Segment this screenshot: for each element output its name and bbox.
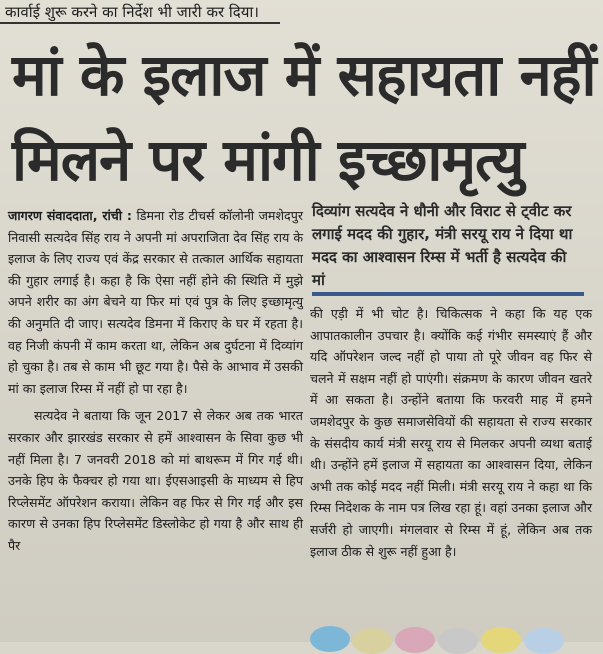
color-spot-decoration (524, 628, 564, 654)
color-spot-decoration (352, 628, 392, 654)
left-paragraph-2: सत्यदेव ने बताया कि जून 2017 से लेकर अब तक भारत सरकार और झारखंड सरकार से हमें आश्वासन के सिवा कुछ भी नहीं मिला है। 7 जनवरी 2018 को मां बाथरूम में गिर गई थी। उनके हिप के फैक्चर हो गया था। ईएसआइसी के माध्यम से हिप रिप्लेसमेंट ऑपरेशन कराया। लेकिन वह फिर से गिर गई और इस कारण से उनका हिप रिप्लेसमेंट डिस्लोकेट हो गया है और साथ ही पैर (8, 408, 303, 553)
previous-article-text: कार्वाई शुरू करने का निर्देश भी जारी कर दिया। (5, 3, 259, 21)
subheading-divider (312, 292, 584, 296)
subheading: दिव्यांग सत्यदेव ने धौनी और विराट से ट्वीट कर लगाई मदद की गुहार, मंत्री सरयू राय ने दिया था मदद का आश्वासन रिम्स में भर्ती है सत्यदेव की मां (312, 202, 573, 289)
left-column (8, 205, 303, 557)
left-paragraph-1 (8, 205, 303, 399)
headline-line-2: मिलने पर मांगी इच्छामृत्यु (12, 126, 524, 194)
top-divider (0, 22, 280, 24)
color-spot-decoration (481, 627, 521, 653)
left-paragraph-1-text: डिमना रोड टीचर्स कॉलोनी जमशेदपुर निवासी सत्यदेव सिंह राय ने अपनी मां अपराजिता देव सिंह राय के इलाज के लिए राज्य एवं केंद्र सरकार से तत्काल आर्थिक सहायता की गुहार लगाई है। कहा है कि ऐसा नहीं होने की स्थिति में मुझे अपने शरीर का अंग बेचने या फिर मां एवं पुत्र के लिए इच्छामृत्यु की अनुमति दी जाए। सत्यदेव डिमना में किराए के घर में रहता है। वह निजी कंपनी में काम करता था, लेकिन अब दुर्घटना में दिव्यांग हो चुका है। तब से काम भी छूट गया है। पैसे के आभाव में उसकी मां का इलाज रिम्स में नहीं हो पा रहा है। (8, 208, 304, 396)
right-paragraph: की एड़ी में भी चोट है। चिकित्सक ने कहा कि यह एक आपातकालीन उपचार है। क्योंकि कई गंभीर समस्याएं हैं और यदि ऑपरेशन जल्द नहीं हो पाया तो पूरे जीवन वह फिर से चलने में सक्षम नहीं हो पाएंगी। संक्रमण के कारण जीवन खतरे में आ सकता है। उन्होंने बताया कि फरवरी माह में हमने जमशेदपुर के कुछ समाजसेवियों की सहायता से राज्य सरकार के संसदीय कार्य मंत्री सरयू राय से मिलकर अपनी व्यथा बताई थी। उन्होंने हमें इलाज में सहायता का आश्वासन दिया, लेकिन अभी तक कोई मदद नहीं मिली। मंत्री सरयू राय ने कहा था कि रिम्स निदेशक के नाम पत्र लिख रहा हूं। वहां उनका इलाज और सर्जरी हो जाएगी। मंगलवार से रिम्स में हूं, लेकिन अब तक इलाज ठीक से शुरू नहीं हुआ है। (310, 306, 592, 559)
color-spot-decoration (438, 628, 478, 654)
byline: जागरण संवाददाता, रांची : (8, 208, 132, 223)
color-spot-decoration (310, 626, 350, 652)
color-spot-decoration (395, 627, 435, 653)
previous-article-strip (0, 0, 280, 24)
right-column (310, 303, 592, 562)
headline-line-1: मां के इलाज में सहायता नहीं (12, 41, 596, 109)
